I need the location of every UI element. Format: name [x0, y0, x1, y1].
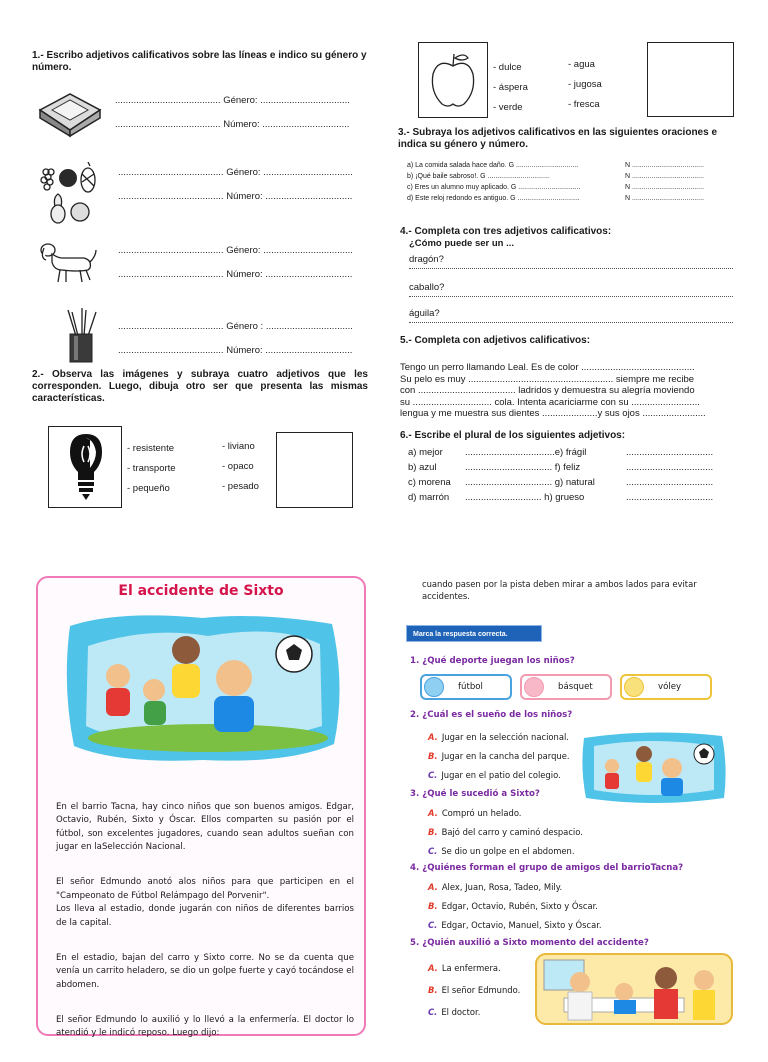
dog-icon	[38, 240, 98, 286]
q6-right-blank[interactable]: .................................	[626, 462, 714, 473]
q5-line[interactable]: con ..................................... ladridos y demuestra su alegría moviendo	[400, 385, 695, 396]
q1-title: 1.- Escribo adjetivos calificativos sobre las líneas e indico su género y número.	[32, 50, 367, 73]
q3-numero[interactable]: N .....................................	[625, 184, 704, 191]
q2-title: 2.- Observa las imágenes y subraya cuatro adjetivos que les corresponden. Luego, dibuja otro ser que presenta las mismas características.	[32, 369, 368, 404]
option-voley[interactable]	[620, 674, 712, 700]
q3-sentence: d) Este reloj redondo es antiguo. G ................................	[407, 195, 580, 202]
q4-line[interactable]	[409, 268, 733, 269]
story-paragraph: El señor Edmundo anotó alos niños para que participen en el "Campeonato de Fútbol Relámpago del Porvenir". Los lleva al estadio, donde jugarán con niños de diferentes barrios de la capital.	[56, 877, 354, 928]
numero-line-4[interactable]: ........................................ Número: .................................	[118, 345, 353, 356]
q6-left-blank[interactable]: ............................. h) grueso	[465, 492, 585, 503]
q3-numero[interactable]: N .....................................	[625, 195, 704, 202]
question-3: 3. ¿Qué le sucedió a Sixto?	[410, 789, 540, 799]
numero-line-2[interactable]: ........................................ Número: .................................	[118, 191, 353, 202]
q4-line[interactable]	[409, 296, 733, 297]
genero-line-3[interactable]: ........................................ Género: ..................................	[118, 245, 353, 256]
bulb-word[interactable]: - pequeño	[127, 483, 170, 494]
apple-words-col1	[493, 58, 528, 118]
q4-title: 4.- Completa con tres adjetivos calificativos:	[400, 226, 612, 237]
radio-circle-icon[interactable]	[424, 677, 444, 697]
q5-option[interactable]: C. El doctor.	[428, 1007, 481, 1017]
bulb-words-col1	[127, 439, 176, 499]
q4-item-dragon: dragón?	[409, 254, 444, 265]
option-futbol[interactable]	[420, 674, 512, 700]
q3-numero[interactable]: N .....................................	[625, 173, 704, 180]
apple-word[interactable]: - agua	[568, 59, 595, 70]
genero-line-2[interactable]: ........................................ Género: ..................................	[118, 167, 353, 178]
option-label: fútbol	[458, 682, 483, 692]
radio-circle-icon[interactable]	[624, 677, 644, 697]
q4-option[interactable]: B. Edgar, Octavio, Rubén, Sixto y Óscar.	[428, 901, 598, 911]
q6-right-blank[interactable]: .................................	[626, 477, 714, 488]
fruits-icon	[38, 160, 100, 228]
story-paragraph: En el estadio, bajan del carro y Sixto corre. No se da cuenta que venía un carrito heladero, se dio un golpe fuerte y cayó tocándose el abdomen.	[56, 952, 354, 990]
q5-option[interactable]: B. El señor Edmundo.	[428, 985, 521, 995]
q5-options	[428, 957, 520, 1023]
q4-option[interactable]: A. Alex, Juan, Rosa, Tadeo, Mily.	[428, 882, 563, 892]
q3-title: 3.- Subraya los adjetivos calificativos en las siguientes oraciones e indica su género y número.	[398, 127, 718, 150]
q4-item-aguila: águila?	[409, 308, 440, 319]
apple-words-col2	[568, 55, 602, 115]
bulb-drawing-box[interactable]	[276, 432, 353, 508]
q3-option[interactable]: A. Compró un helado.	[428, 808, 522, 818]
option-label: básquet	[558, 682, 593, 692]
q3-sentences	[407, 161, 737, 205]
story-title: El accidente de Sixto	[118, 583, 284, 599]
q4-options	[428, 878, 602, 935]
q6-word: b) azul	[408, 462, 437, 473]
q3-sentence: c) Eres un alumno muy aplicado. G ................................	[407, 184, 581, 191]
q4-item-caballo: caballo?	[409, 282, 445, 293]
kids-soccer-illustration	[58, 606, 348, 766]
story-text	[56, 787, 354, 1062]
apple-icon	[428, 48, 478, 112]
q5-title: 5.- Completa con adjetivos calificativos:	[400, 335, 591, 346]
bulb-word[interactable]: - resistente	[127, 443, 174, 454]
book-icon	[36, 90, 102, 138]
q5-option[interactable]: A. La enfermera.	[428, 963, 501, 973]
apple-drawing-box[interactable]	[647, 42, 734, 117]
q3-options	[428, 804, 583, 861]
numero-line-1[interactable]: ........................................ Número: .................................	[115, 119, 350, 130]
bulb-word[interactable]: - liviano	[222, 441, 255, 452]
q3-option[interactable]: C. Se dio un golpe en el abdomen.	[428, 846, 575, 856]
option-basquet[interactable]	[520, 674, 612, 700]
q2-option[interactable]: A. Jugar en la selección nacional.	[428, 732, 569, 742]
apple-word[interactable]: - jugosa	[568, 79, 602, 90]
q4-sub: ¿Cómo puede ser un ...	[409, 238, 515, 249]
option-label: vóley	[658, 682, 682, 692]
bulb-word[interactable]: - pesado	[222, 481, 259, 492]
question-5: 5. ¿Quién auxilió a Sixto momento del accidente?	[410, 938, 649, 948]
genero-line-1[interactable]: ........................................ Género: ..................................	[115, 95, 350, 106]
genero-line-4[interactable]: ........................................ Género : .................................	[118, 321, 353, 332]
q6-table	[408, 445, 738, 505]
q6-left-blank[interactable]: ................................. f) feliz	[465, 462, 581, 473]
infirmary-illustration	[534, 952, 734, 1024]
radio-circle-icon[interactable]	[524, 677, 544, 697]
question-1: 1. ¿Qué deporte juegan los niños?	[410, 656, 575, 666]
apple-word[interactable]: - dulce	[493, 62, 522, 73]
q2-option[interactable]: C. Jugar en el patio del colegio.	[428, 770, 561, 780]
q2-option[interactable]: B. Jugar en la cancha del parque.	[428, 751, 570, 761]
kids-small-illustration	[578, 728, 730, 808]
q5-paragraph	[400, 362, 740, 420]
apple-word[interactable]: - fresca	[568, 99, 600, 110]
q6-left-blank[interactable]: ..................................e) frágil	[465, 447, 587, 458]
pencil-cup-icon	[62, 306, 102, 366]
story-paragraph: El señor Edmundo lo auxilió y lo llevó a la enfermería. El doctor lo atendió y le indicó reposo. Luego dijo:	[56, 1014, 354, 1038]
q6-word: d) marrón	[408, 492, 450, 503]
story-paragraph: En el barrio Tacna, hay cinco niños que son buenos amigos. Edgar, Octavio, Rubén, Sixto y Óscar. Ellos comparten su pasión por el fútbol, son excelentes jugadores, cuando sean adultos sueñan con jugar en laSelección Nacional.	[56, 801, 354, 852]
question-4: 4. ¿Quiénes forman el grupo de amigos del barrioTacna?	[410, 863, 684, 873]
q6-right-blank[interactable]: .................................	[626, 447, 714, 458]
q2-options	[428, 728, 570, 785]
q3-option[interactable]: B. Bajó del carro y caminó despacio.	[428, 827, 583, 837]
q5-line[interactable]: Su pelo es muy ....................................................... siempre me recibe	[400, 373, 695, 385]
light-bulb-icon	[66, 432, 106, 502]
q6-right-blank[interactable]: .................................	[626, 492, 714, 503]
q6-title: 6.- Escribe el plural de los siguientes adjetivos:	[400, 430, 626, 441]
apple-word[interactable]: - áspera	[493, 82, 528, 93]
q6-left-blank[interactable]: ................................. g) natural	[465, 477, 595, 488]
numero-line-3[interactable]: ........................................ Número: .................................	[118, 269, 353, 280]
q5-line[interactable]: su .............................. cola. Intenta acariciarme con su ..........................	[400, 396, 700, 408]
story-continuation: cuando pasen por la pista deben mirar a ambos lados para evitar accidentes.	[422, 579, 697, 601]
q4-option[interactable]: C. Edgar, Octavio, Manuel, Sixto y Óscar.	[428, 920, 602, 930]
q4-line[interactable]	[409, 322, 733, 323]
apple-word[interactable]: - verde	[493, 102, 523, 113]
q6-word: c) morena	[408, 477, 451, 488]
q3-numero[interactable]: N .....................................	[625, 162, 704, 169]
question-2: 2. ¿Cuál es el sueño de los niños?	[410, 710, 573, 720]
bulb-word[interactable]: - transporte	[127, 463, 176, 474]
bulb-words-col2	[222, 437, 259, 497]
q6-word: a) mejor	[408, 447, 443, 458]
q3-sentence: a) La comida salada hace daño. G ................................	[407, 162, 579, 169]
q5-line[interactable]: lengua y me muestra sus dientes .....................y sus ojos ........................	[400, 408, 706, 419]
q5-line[interactable]: Tengo un perro llamando Leal. Es de color ...........................................	[400, 362, 695, 373]
instruction-banner: Marca la respuesta correcta.	[406, 625, 542, 642]
q3-sentence: b) ¡Qué baile sabroso!. G ................................	[407, 173, 550, 180]
bulb-word[interactable]: - opaco	[222, 461, 254, 472]
